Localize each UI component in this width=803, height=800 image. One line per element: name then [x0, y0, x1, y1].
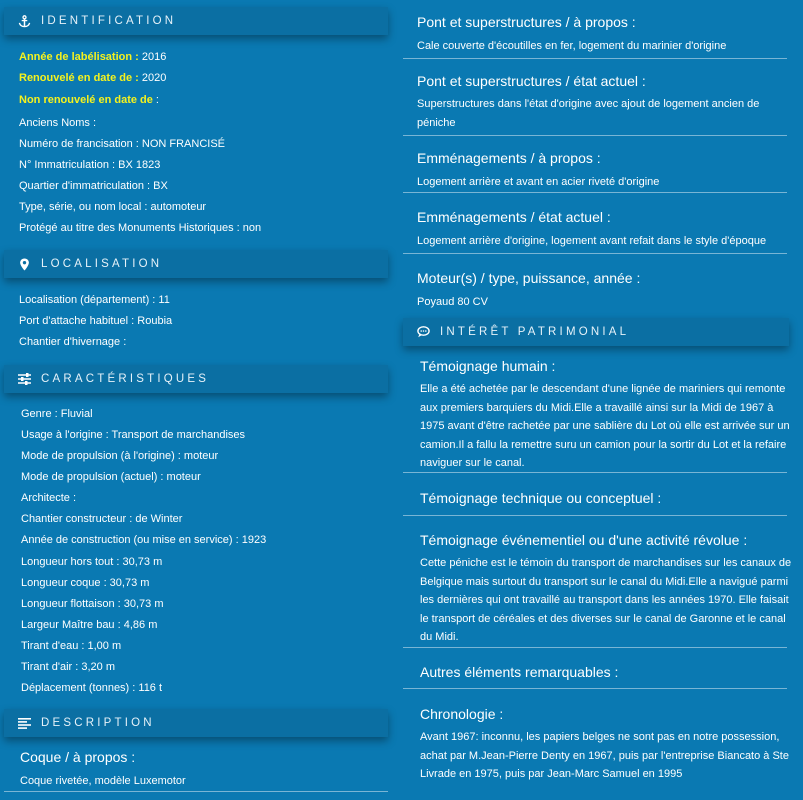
coque-apropos-title: Coque / à propos : [20, 749, 136, 765]
coque-apropos-text: Coque rivetée, modèle Luxemotor [20, 775, 186, 787]
divider [403, 253, 787, 254]
emmenagements-etat-title: Emménagements / état actuel : [417, 209, 611, 225]
pont-etat-text: Superstructures dans l'état d'origine avec ajout de logement ancien de péniche [417, 98, 760, 129]
chronologie-text: Avant 1967: inconnu, les papiers belges ne sont pas en notre possession, achat par M.Jean-Pierre Denty en 1967, puis par l'entreprise Biancato à Ste Livrade en 1975, puis par Jean-Marc Samuel en 1995 [420, 731, 789, 780]
carac-chantier-constructeur: Chantier constructeur : de Winter [21, 513, 183, 525]
sliders-icon [17, 372, 31, 386]
comment-icon [416, 325, 430, 339]
carac-propulsion-origine: Mode de propulsion (à l'origine) : moteur [21, 450, 219, 462]
anchor-icon [17, 14, 31, 28]
divider [403, 688, 787, 689]
carac-longueur-flottaison: Longueur flottaison : 30,73 m [21, 598, 164, 610]
anciens-noms: Anciens Noms : [19, 117, 97, 129]
description-header [4, 709, 388, 737]
pont-apropos-title: Pont et superstructures / à propos : [417, 14, 636, 30]
temoignage-humain-title: Témoignage humain : [420, 358, 556, 374]
non-renouvele-date: Non renouvelé en date de : [19, 94, 159, 106]
type-serie: Type, série, ou nom local : automoteur [19, 201, 207, 213]
divider [403, 472, 787, 473]
carac-deplacement: Déplacement (tonnes) : 116 t [21, 682, 163, 694]
numero-immatriculation: N° Immatriculation : BX 1823 [19, 159, 161, 171]
pont-etat-title: Pont et superstructures / état actuel : [417, 73, 646, 89]
carac-architecte: Architecte : [21, 492, 77, 504]
caracteristiques-title: CARACTÉRISTIQUES [41, 373, 210, 385]
pont-apropos-text: Cale couverte d'écoutilles en fer, logement du marinier d'origine [417, 40, 727, 52]
localisation-header [4, 250, 388, 278]
temoignage-evenementiel-text: Cette péniche est le témoin du transport de marchandises sur les canaux de Belgique mais surtout du transport sur le canal du Midi.Elle a navigué parmi les dernières qui ont travaillé au transport dans les années 1970. Elle faisait le transport de céréales et des diverses sur le canal de Garonne et le canal du Midi. [420, 557, 792, 643]
divider [4, 791, 388, 792]
carac-longueur-coque: Longueur coque : 30,73 m [21, 577, 150, 589]
map-pin-icon [17, 257, 31, 271]
chantier-hivernage: Chantier d'hivernage : [19, 336, 127, 348]
divider [403, 515, 787, 516]
carac-longueur-hors-tout: Longueur hors tout : 30,73 m [21, 556, 163, 568]
localisation-departement: Localisation (département) : 11 [19, 294, 170, 306]
temoignage-evenementiel-title: Témoignage événementiel ou d'une activité révolue : [420, 532, 748, 548]
divider [403, 135, 787, 136]
divider [403, 647, 787, 648]
renouvele-date: Renouvelé en date de : 2020 [19, 72, 167, 84]
carac-largeur: Largeur Maître bau : 4,86 m [21, 619, 158, 631]
temoignage-technique-title: Témoignage technique ou conceptuel : [420, 490, 662, 506]
align-left-icon [17, 716, 31, 730]
carac-usage-origine: Usage à l'origine : Transport de marchandises [21, 429, 246, 441]
caracteristiques-header [4, 365, 388, 393]
description-title: DESCRIPTION [41, 717, 155, 729]
emmenagements-apropos-text: Logement arrière et avant en acier riveté d'origine [417, 176, 660, 188]
quartier-immatriculation: Quartier d'immatriculation : BX [19, 180, 168, 192]
temoignage-humain-text: Elle a été achetée par le descendant d'une lignée de mariniers qui remonte aux premiers barquiers du Midi.Elle a travaillé ainsi sur la Midi de 1967 à 1975 avant d'être rachetée par une sablière du Lot où elle est arrivée sur un camion.Il a fallu la remettre suru un camion pour la sortir du Lot et la refaire naviguer sur le canal. [420, 383, 790, 469]
chronologie-title: Chronologie : [420, 706, 504, 722]
carac-tirant-air: Tirant d'air : 3,20 m [21, 661, 116, 673]
port-attache: Port d'attache habituel : Roubia [19, 315, 173, 327]
moteur-title: Moteur(s) / type, puissance, année : [417, 270, 641, 286]
interet-title: INTÉRÊT PATRIMONIAL [440, 326, 630, 338]
carac-annee-construction: Année de construction (ou mise en service) : 1923 [21, 534, 267, 546]
identification-header [4, 7, 388, 35]
emmenagements-apropos-title: Emménagements / à propos : [417, 150, 601, 166]
emmenagements-etat-text: Logement arrière d'origine, logement avant refait dans le style d'époque [417, 235, 767, 247]
carac-genre: Genre : Fluvial [21, 408, 93, 420]
interet-header [403, 318, 789, 346]
divider [403, 58, 787, 59]
annee-labelisation: Année de labélisation : 2016 [19, 51, 167, 63]
monuments-historiques: Protégé au titre des Monuments Historiques : non [19, 222, 262, 234]
divider [403, 192, 787, 193]
moteur-text: Poyaud 80 CV [417, 296, 488, 308]
autres-remarquables-title: Autres éléments remarquables : [420, 664, 619, 680]
carac-propulsion-actuel: Mode de propulsion (actuel) : moteur [21, 471, 201, 483]
carac-tirant-eau: Tirant d'eau : 1,00 m [21, 640, 122, 652]
localisation-title: LOCALISATION [41, 258, 163, 270]
identification-title: IDENTIFICATION [41, 15, 177, 27]
numero-francisation: Numéro de francisation : NON FRANCISÉ [19, 138, 226, 150]
